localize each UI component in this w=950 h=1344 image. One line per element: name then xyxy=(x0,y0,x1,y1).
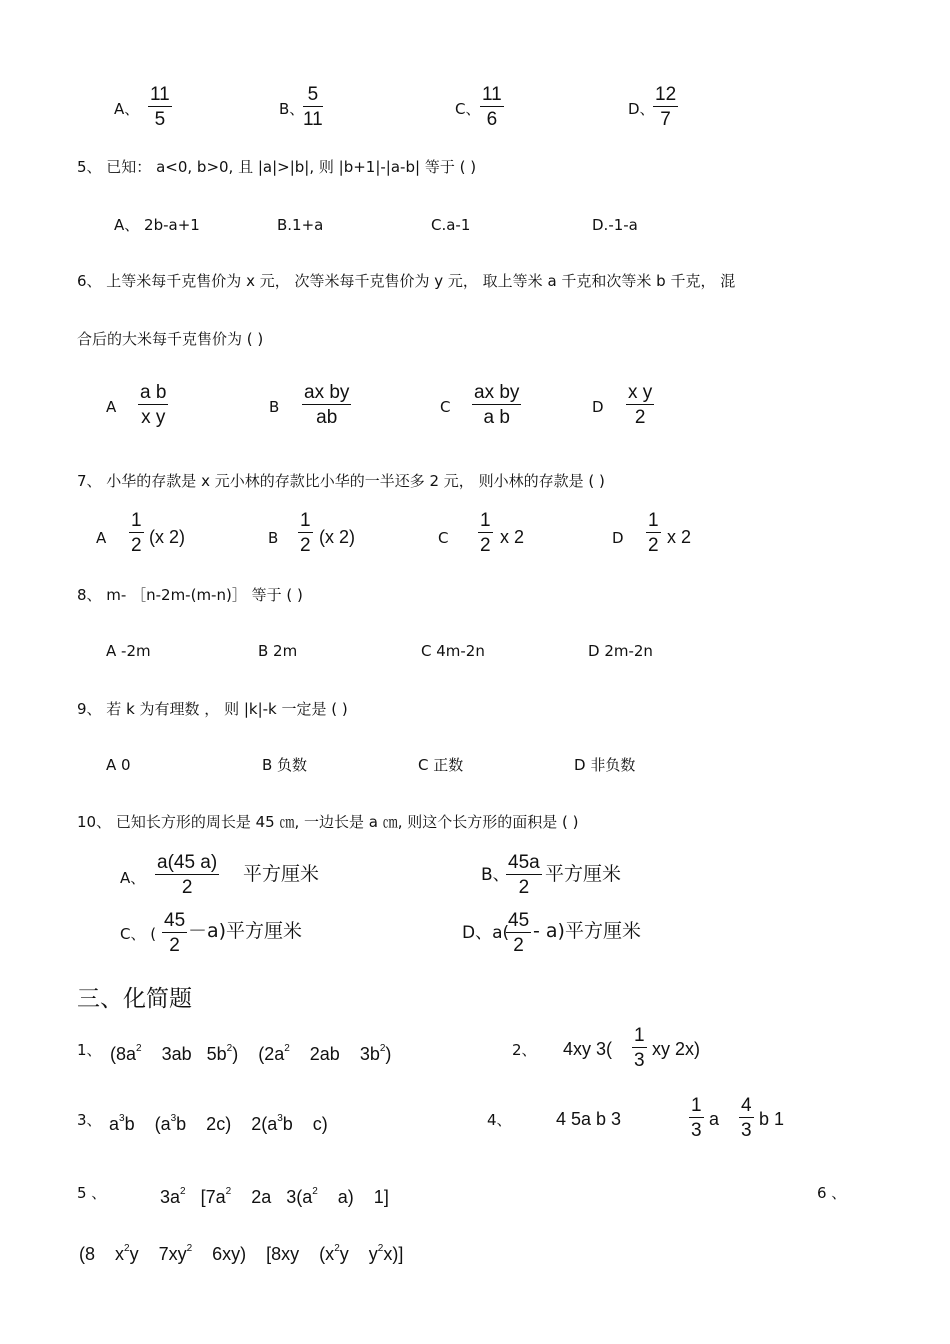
q10-option-b-fraction: 45a 2 xyxy=(508,852,540,898)
q10-option-d-label: D、a( xyxy=(462,923,510,943)
q4-option-c-label: C、 xyxy=(455,100,481,118)
q8-stem: 8、 m- ［n-2m-(m-n)］ 等于 ( ) xyxy=(77,586,303,604)
problem-5-expression: $3a^2$ [$7a^2$ 2a $3(a^2$ a) 1] xyxy=(160,1186,389,1207)
q6-option-b-fraction: ax by ab xyxy=(304,382,350,428)
q7-option-d-half: 1 2 xyxy=(648,510,659,556)
q9-option-b: B 负数 xyxy=(262,756,308,774)
q8-option-b: B 2m xyxy=(258,642,298,660)
q4-option-c-fraction: 11 6 xyxy=(482,84,502,130)
q10-option-c-unit: －a)平方厘米 xyxy=(188,920,303,942)
problem-4-expression-a: a xyxy=(709,1109,720,1129)
q5-option-d: D.-1-a xyxy=(592,216,638,234)
problem-2-expression-start: 4xy 3( xyxy=(563,1039,613,1059)
q10-option-a-fraction: a(45 a) 2 xyxy=(157,852,218,898)
q10-stem: 10、 已知长方形的周长是 45 ㎝, 一边长是 a ㎝, 则这个长方形的面积是 ( ) xyxy=(77,813,579,831)
q9-option-d: D 非负数 xyxy=(574,756,636,774)
q6-option-c-fraction: ax by a b xyxy=(474,382,520,428)
q4-option-b-label: B、 xyxy=(279,100,305,118)
q7-stem: 7、 小华的存款是 x 元小林的存款比小华的一半还多 2 元， 则小林的存款是 ( ) xyxy=(77,472,605,490)
q6-option-d-label: D xyxy=(592,398,604,416)
q9-stem: 9、 若 k 为有理数 ， 则 |k|-k 一定是 ( ) xyxy=(77,700,348,718)
problem-4-fraction-1: 1 3 xyxy=(691,1095,702,1141)
q10-option-d-fraction: 45 2 xyxy=(508,910,530,956)
q7-option-c-expr: x 2 xyxy=(500,527,525,547)
section-heading: 三、化简题 xyxy=(77,986,192,1012)
q8-option-d: D 2m-2n xyxy=(588,642,653,660)
q7-option-c-label: C xyxy=(438,529,449,547)
q8-option-c: C 4m-2n xyxy=(421,642,485,660)
q6-option-d-fraction: x y 2 xyxy=(628,382,653,428)
q4-option-b-fraction: 5 11 xyxy=(303,84,323,130)
q7-option-d-expr: x 2 xyxy=(667,527,692,547)
q10-option-c-label: C、 ( xyxy=(120,925,157,943)
problem-4-fraction-2: 4 3 xyxy=(741,1095,752,1141)
q10-option-c-fraction: 45 2 xyxy=(164,910,186,956)
q7-option-a-label: A xyxy=(96,529,107,547)
problem-1-label: 1、 xyxy=(77,1041,102,1059)
q5-option-c: C.a-1 xyxy=(431,216,471,234)
q5-option-a: A、 2b-a+1 xyxy=(114,216,200,234)
q7-option-c-half: 1 2 xyxy=(480,510,491,556)
problem-3-label: 3、 xyxy=(77,1111,102,1129)
q7-option-b-label: B xyxy=(268,529,279,547)
problem-1-expression: ($8a^2$ 3ab $5b^2$) ($2a^2$ 2ab $3b^2$) xyxy=(110,1043,392,1064)
q6-option-c-label: C xyxy=(440,398,451,416)
q7-option-b-expr: (x 2) xyxy=(319,527,355,547)
q4-option-a-label: A、 xyxy=(114,100,140,118)
problem-2-label: 2、 xyxy=(512,1041,537,1059)
q7-option-d-label: D xyxy=(612,529,624,547)
q10-option-d-unit: - a)平方厘米 xyxy=(533,920,641,942)
problem-2-fraction: 1 3 xyxy=(634,1025,645,1071)
problem-4-expression-end: b 1 xyxy=(759,1109,785,1129)
q10-option-b-unit: 平方厘米 xyxy=(545,863,622,885)
q4-option-a-fraction: 11 5 xyxy=(150,84,170,130)
q6-stem-line2: 合后的大米每千克售价为 ( ) xyxy=(77,330,264,348)
problem-4-expression-start: 4 5a b 3 xyxy=(556,1109,622,1129)
q10-option-a-unit: 平方厘米 xyxy=(243,863,320,885)
problem-6-expression: (8 $x^2y$ $7xy^2$ 6xy) [8xy ($x^2y$ $y^2x$)] xyxy=(79,1243,404,1264)
q4-option-d-label: D、 xyxy=(628,100,655,118)
q7-option-a-half: 1 2 xyxy=(131,510,142,556)
problem-3-expression: $a^3b$ ($a^3b$ 2c) $2(a^3b$ c) xyxy=(109,1113,328,1134)
q6-option-a-label: A xyxy=(106,398,117,416)
problem-4-label: 4、 xyxy=(487,1111,512,1129)
problem-5-label: 5 、 xyxy=(77,1184,107,1202)
q6-option-a-fraction: a b x y xyxy=(140,382,167,428)
q10-option-a-label: A、 xyxy=(120,869,146,887)
q9-option-a: A 0 xyxy=(106,756,131,774)
q5-stem: 5、 已知： a<0, b>0, 且 |a|>|b|, 则 |b+1|-|a-b| 等于 ( ) xyxy=(77,158,477,176)
problem-2-expression-end: xy 2x) xyxy=(652,1039,701,1059)
q10-option-b-label: B、 xyxy=(481,865,510,885)
q5-option-b: B.1+a xyxy=(277,216,324,234)
q7-option-b-half: 1 2 xyxy=(300,510,311,556)
q6-stem-line1: 6、 上等米每千克售价为 x 元， 次等米每千克售价为 y 元， 取上等米 a 千克和次等米 b 千克， 混 xyxy=(77,272,736,290)
q4-option-d-fraction: 12 7 xyxy=(655,84,677,130)
q8-option-a: A -2m xyxy=(106,642,151,660)
q6-option-b-label: B xyxy=(269,398,280,416)
q9-option-c: C 正数 xyxy=(418,756,464,774)
problem-6-label: 6 、 xyxy=(817,1184,847,1202)
q7-option-a-expr: (x 2) xyxy=(149,527,185,547)
